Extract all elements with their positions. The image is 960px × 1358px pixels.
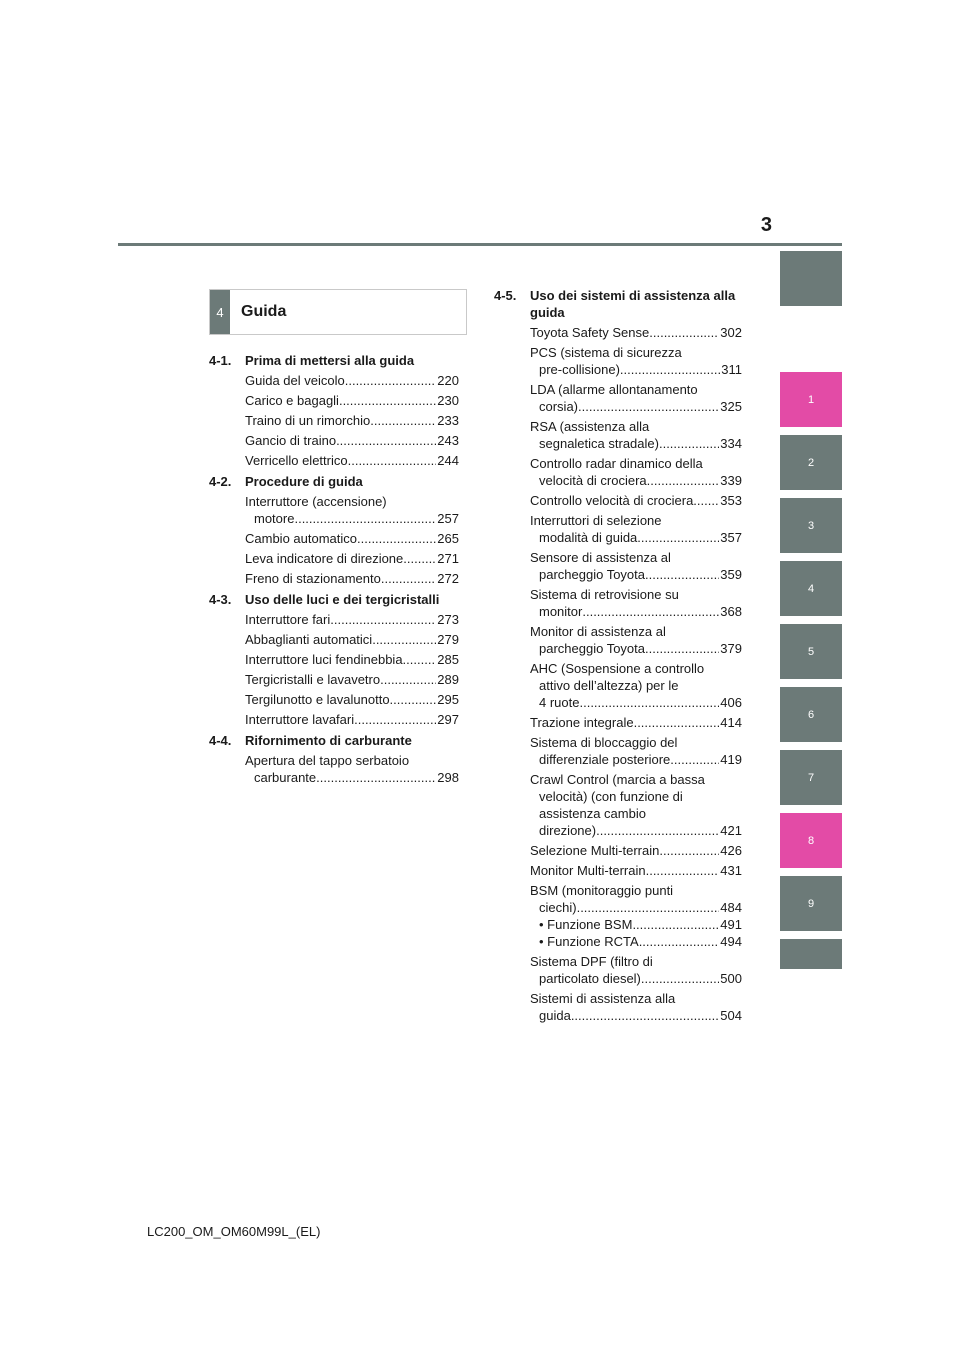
toc-entry-page: 279 (437, 632, 459, 647)
toc-entry-page: 230 (437, 393, 459, 408)
toc-entry-line (245, 530, 459, 547)
chapter-tab-7[interactable]: 7 (780, 750, 842, 805)
toc-entries (209, 752, 459, 786)
toc-entry-text: Interruttore lavafari (245, 712, 355, 727)
toc-entry[interactable] (530, 771, 742, 839)
toc-entry-line (530, 751, 742, 768)
toc-entry-text: Interruttore fari (245, 612, 331, 627)
toc-entry-text: RSA (assistenza alla (530, 419, 650, 434)
dot-leader (372, 631, 436, 648)
toc-entry-page: 414 (720, 715, 742, 730)
toc-entry-line (530, 677, 742, 694)
toc-entry-page: 220 (437, 373, 459, 388)
toc-entry[interactable] (530, 455, 742, 489)
toc-group-title: Procedure di guida (245, 474, 363, 489)
toc-entry-line (245, 550, 459, 567)
toc-entry-text: carburante (254, 770, 317, 785)
toc-entry[interactable] (530, 953, 742, 987)
toc-entry-text: segnaletica stradale) (539, 436, 659, 451)
chapter-tab-5[interactable]: 5 (780, 624, 842, 679)
chapter-tab-9[interactable]: 9 (780, 876, 842, 931)
toc-entry-line (245, 671, 459, 688)
toc-entry-text: Sensore di assistenza al (530, 550, 671, 565)
toc-subentry[interactable] (530, 933, 742, 950)
toc-entry-text: Crawl Control (marcia a bassa (530, 772, 705, 787)
toc-entry-page: 302 (720, 325, 742, 340)
dot-leader (370, 412, 436, 429)
toc-entry-line (530, 455, 742, 472)
toc-entry-page: 368 (720, 604, 742, 619)
toc-entry-line (530, 435, 742, 452)
toc-entry-line (530, 381, 742, 398)
toc-entry-line (530, 842, 742, 859)
toc-entry-text: parcheggio Toyota (539, 567, 646, 582)
dot-leader (632, 916, 719, 933)
toc-entry[interactable] (530, 734, 742, 768)
toc-group-number: 4-1. (209, 353, 232, 368)
toc-entry-text: Apertura del tappo serbatoio (245, 753, 410, 768)
chapter-tab-1[interactable]: 1 (780, 372, 842, 427)
toc-entry[interactable] (245, 372, 459, 389)
toc-entry-line (245, 493, 459, 510)
toc-entry-line (530, 603, 742, 620)
toc-entry-line (245, 752, 459, 769)
toc-group-number: 4-3. (209, 592, 232, 607)
dot-leader (582, 603, 719, 620)
toc-entry-line (245, 452, 459, 469)
toc-entry-page: 334 (720, 436, 742, 451)
toc-entry-text: Gancio di traino (245, 433, 337, 448)
toc-entry-text: PCS (sistema di sicurezza (530, 345, 682, 360)
dot-leader (646, 862, 720, 879)
toc-entry-text: Monitor di assistenza al (530, 624, 666, 639)
toc-entry-page: 339 (720, 473, 742, 488)
toc-entry-line (245, 432, 459, 449)
toc-entry-line (530, 623, 742, 640)
toc-entry-line (530, 586, 742, 603)
dot-leader (634, 714, 720, 731)
toc-entry[interactable] (530, 512, 742, 546)
toc-group-heading (209, 473, 459, 490)
toc-entry[interactable] (245, 392, 459, 409)
toc-entry-page: 500 (720, 971, 742, 986)
dot-leader (645, 566, 719, 583)
dot-leader (403, 651, 437, 668)
toc-entry-line (530, 694, 742, 711)
toc-entry-page: 484 (720, 900, 742, 915)
toc-entry[interactable] (245, 611, 459, 628)
toc-entry[interactable] (530, 381, 742, 415)
toc-entry-line (530, 805, 742, 822)
toc-entry-page: 504 (720, 1008, 742, 1023)
toc-entry-text: Interruttori di selezione (530, 513, 662, 528)
toc-entry-page: 298 (437, 770, 459, 785)
toc-entry[interactable] (245, 752, 459, 786)
dot-leader (659, 842, 719, 859)
toc-entry[interactable] (530, 660, 742, 711)
toc-entry-line (245, 570, 459, 587)
toc-entry[interactable] (530, 549, 742, 583)
toc-group-title: Rifornimento di carburante (245, 733, 412, 748)
toc-entry-text: direzione) (539, 823, 597, 838)
toc-entry-line (245, 769, 459, 786)
toc-entry-line (530, 324, 742, 341)
dot-leader (380, 671, 436, 688)
toc-entry-text: Sistema di retrovisione su (530, 587, 679, 602)
toc-entry-line (530, 660, 742, 677)
toc-group (209, 732, 459, 786)
toc-group-heading (209, 732, 459, 749)
toc-entry[interactable] (245, 651, 459, 668)
dot-leader (639, 933, 720, 950)
toc-entry-line (530, 549, 742, 566)
toc-group-heading (209, 591, 459, 608)
toc-entry[interactable] (530, 990, 742, 1024)
toc-entry[interactable] (245, 493, 459, 527)
chapter-tab[interactable] (780, 251, 842, 306)
toc-entry-text: Traino di un rimorchio (245, 413, 371, 428)
toc-entry-line (530, 1007, 742, 1024)
toc-entry-line (530, 882, 742, 899)
toc-entry[interactable] (245, 570, 459, 587)
toc-entry-text: Tergilunotto e lavalunotto (245, 692, 390, 707)
toc-entry-page: 379 (720, 641, 742, 656)
dot-leader (670, 751, 719, 768)
toc-entry-text: AHC (Sospensione a controllo (530, 661, 705, 676)
toc-entry[interactable] (245, 550, 459, 567)
toc-entry-line (530, 734, 742, 751)
toc-entry-page: 297 (437, 712, 459, 727)
toc-group-title: Uso delle luci e dei tergicristalli (245, 592, 440, 607)
toc-entry[interactable] (245, 691, 459, 708)
toc-entry-text: Leva indicatore di direzione (245, 551, 404, 566)
toc-entry-line (530, 566, 742, 583)
toc-entry-text: guida (539, 1008, 571, 1023)
dot-leader (354, 711, 436, 728)
toc-entry-text: velocità di crociera (539, 473, 647, 488)
toc-subentry[interactable] (530, 916, 742, 933)
toc-group-heading (494, 287, 742, 321)
toc-entry-line (530, 899, 742, 916)
toc-entry-text: parcheggio Toyota (539, 641, 646, 656)
toc-subentry-text: • Funzione RCTA (539, 934, 639, 949)
dot-leader (577, 899, 720, 916)
toc-entry-text: monitor (539, 604, 583, 619)
toc-entry-text: Carico e bagagli (245, 393, 339, 408)
toc-entry[interactable] (245, 530, 459, 547)
toc-entry[interactable] (530, 492, 742, 509)
toc-subentry-page: 494 (720, 934, 742, 949)
dot-leader (637, 529, 719, 546)
toc-entry-page: 295 (437, 692, 459, 707)
toc-entry[interactable] (245, 671, 459, 688)
dot-leader (348, 452, 437, 469)
toc-entry-text: Sistema DPF (filtro di (530, 954, 653, 969)
toc-entry-text: Selezione Multi-terrain (530, 843, 660, 858)
toc-entry-text: differenziale posteriore (539, 752, 671, 767)
toc-entry-line (530, 398, 742, 415)
toc-entry[interactable] (245, 432, 459, 449)
toc-entry-page: 289 (437, 672, 459, 687)
toc-entry-text: Verricello elettrico (245, 453, 348, 468)
toc-entry[interactable] (245, 711, 459, 728)
toc-entry-line (245, 510, 459, 527)
dot-leader (620, 361, 720, 378)
toc-entry-line (245, 372, 459, 389)
toc-entry-page: 273 (437, 612, 459, 627)
toc-entry[interactable] (530, 862, 742, 879)
dot-leader (649, 324, 719, 341)
toc-group-number: 4-4. (209, 733, 232, 748)
toc-entry-text: Sistema di bloccaggio del (530, 735, 678, 750)
toc-entry[interactable] (530, 344, 742, 378)
toc-entries (209, 493, 459, 587)
dot-leader (659, 435, 719, 452)
chapter-tab-3[interactable]: 3 (780, 498, 842, 553)
toc-entry-text: particolato diesel) (539, 971, 641, 986)
toc-entry-page: 359 (720, 567, 742, 582)
toc-entry-line (530, 361, 742, 378)
toc-entry-text: Cambio automatico (245, 531, 357, 546)
toc-entry-line (245, 631, 459, 648)
toc-entry-line (530, 862, 742, 879)
dot-leader (571, 1007, 719, 1024)
toc-entry-page: 244 (437, 453, 459, 468)
toc-entry-text: Sistemi di assistenza alla (530, 991, 676, 1006)
dot-leader (294, 510, 436, 527)
toc-group (209, 591, 459, 728)
toc-entry-line (530, 822, 742, 839)
dot-leader (641, 970, 719, 987)
toc-entry-text: motore (254, 511, 295, 526)
toc-group-title: Uso dei sistemi di assistenza alla guida (530, 288, 736, 320)
toc-entry-text: Trazione integrale (530, 715, 634, 730)
toc-entry[interactable] (530, 418, 742, 452)
section-header (209, 289, 467, 335)
toc-entry-line (530, 512, 742, 529)
toc-entry-page: 325 (720, 399, 742, 414)
dot-leader (578, 398, 719, 415)
toc-entry[interactable] (530, 623, 742, 657)
header-rule (118, 243, 842, 246)
dot-leader (647, 472, 720, 489)
chapter-tab-6[interactable]: 6 (780, 687, 842, 742)
chapter-tab-4[interactable]: 4 (780, 561, 842, 616)
toc-entry-page: 421 (720, 823, 742, 838)
toc-entry-line (530, 953, 742, 970)
toc-entry-page: 265 (437, 531, 459, 546)
toc-entry-text: Guida del veicolo (245, 373, 345, 388)
toc-entry-page: 406 (720, 695, 742, 710)
footer-doc-code: LC200_OM_OM60M99L_(EL) (147, 1224, 321, 1239)
toc-entry-line (245, 651, 459, 668)
toc-entry-text: Tergicristalli e lavavetro (245, 672, 381, 687)
toc-subentry-page: 491 (720, 917, 742, 932)
toc-entries (209, 611, 459, 728)
toc-entry-page: 311 (721, 362, 742, 377)
toc-group (209, 473, 459, 587)
section-title: Guida (241, 303, 287, 320)
toc-entry-line (245, 711, 459, 728)
toc-entry-line (530, 714, 742, 731)
toc-entry-page: 257 (437, 511, 459, 526)
toc-entry[interactable] (530, 324, 742, 341)
dot-leader (596, 822, 719, 839)
toc-entry-page: 233 (437, 413, 459, 428)
toc-entry-page: 272 (437, 571, 459, 586)
toc-entry[interactable] (530, 842, 742, 859)
toc-entry-line (245, 611, 459, 628)
toc-group-heading (209, 352, 459, 369)
toc-entry-page: 243 (437, 433, 459, 448)
toc-entry-text: Interruttore luci fendinebbia (245, 652, 403, 667)
dot-leader (330, 611, 436, 628)
toc-group-number: 4-5. (494, 288, 517, 303)
toc-entries (494, 324, 742, 1024)
toc-group (209, 352, 459, 469)
toc-entry-line (530, 970, 742, 987)
toc-entry[interactable] (245, 412, 459, 429)
toc-entry-text: assistenza cambio (539, 806, 646, 821)
toc-subentry-text: • Funzione BSM (539, 917, 633, 932)
toc-entry[interactable] (245, 452, 459, 469)
page-number: 3 (760, 214, 772, 236)
toc-entry-line (530, 788, 742, 805)
dot-leader (693, 492, 719, 509)
toc-entry[interactable] (530, 586, 742, 620)
dot-leader (579, 694, 719, 711)
toc-entry-page: 357 (720, 530, 742, 545)
toc-entry-page: 353 (720, 493, 742, 508)
chapter-tab-2[interactable]: 2 (780, 435, 842, 490)
toc-entry-line (530, 990, 742, 1007)
toc-entry-page: 419 (720, 752, 742, 767)
dot-leader (345, 372, 437, 389)
toc-entry-text: Monitor Multi-terrain (530, 863, 646, 878)
dot-leader (339, 392, 436, 409)
toc-entry-text: corsia) (539, 399, 579, 414)
toc-entry-line (245, 392, 459, 409)
chapter-tab[interactable] (780, 939, 842, 969)
toc-entry-line (530, 640, 742, 657)
toc-entry-text: LDA (allarme allontanamento (530, 382, 698, 397)
chapter-tab-8[interactable]: 8 (780, 813, 842, 868)
dot-leader (403, 550, 436, 567)
toc-entry-text: modalità di guida (539, 530, 638, 545)
toc-entry-line (245, 412, 459, 429)
toc-entry-text: Toyota Safety Sense (530, 325, 650, 340)
toc-group (494, 287, 742, 1024)
dot-leader (381, 570, 436, 587)
toc-entry-text: attivo dell’altezza) per le (539, 678, 679, 693)
toc-entry-line (530, 418, 742, 435)
toc-entry[interactable] (245, 631, 459, 648)
dot-leader (645, 640, 719, 657)
toc-entry-text: BSM (monitoraggio punti (530, 883, 674, 898)
toc-entry-text: pre-collisione) (539, 362, 620, 377)
toc-entry-page: 271 (437, 551, 459, 566)
toc-column-left (209, 352, 459, 790)
toc-entry-page: 285 (437, 652, 459, 667)
toc-group-title: Prima di mettersi alla guida (245, 353, 415, 368)
toc-entry-text: velocità) (con funzione di (539, 789, 683, 804)
toc-entry-page: 426 (720, 843, 742, 858)
toc-entry-line (530, 771, 742, 788)
toc-entry[interactable] (530, 714, 742, 731)
section-number: 4 (210, 290, 230, 334)
toc-entry-line (245, 691, 459, 708)
toc-entry-text: Controllo velocità di crociera (530, 493, 694, 508)
toc-entry-line (530, 344, 742, 361)
toc-entry-text: 4 ruote (539, 695, 580, 710)
dot-leader (336, 432, 436, 449)
toc-entry-text: ciechi) (539, 900, 577, 915)
toc-entry-page: 431 (720, 863, 742, 878)
toc-entry-line (530, 492, 742, 509)
toc-entry-text: Controllo radar dinamico della (530, 456, 703, 471)
toc-entry[interactable] (530, 882, 742, 950)
toc-entry-text: Abbaglianti automatici (245, 632, 373, 647)
chapter-tabs (780, 251, 842, 977)
toc-group-number: 4-2. (209, 474, 232, 489)
dot-leader (357, 530, 436, 547)
toc-entry-text: Freno di stazionamento (245, 571, 381, 586)
dot-leader (390, 691, 437, 708)
toc-entry-text: Interruttore (accensione) (245, 494, 387, 509)
toc-column-right (494, 287, 742, 1028)
toc-entries (209, 372, 459, 469)
toc-entry-line (530, 472, 742, 489)
toc-entry-line (530, 529, 742, 546)
dot-leader (316, 769, 436, 786)
